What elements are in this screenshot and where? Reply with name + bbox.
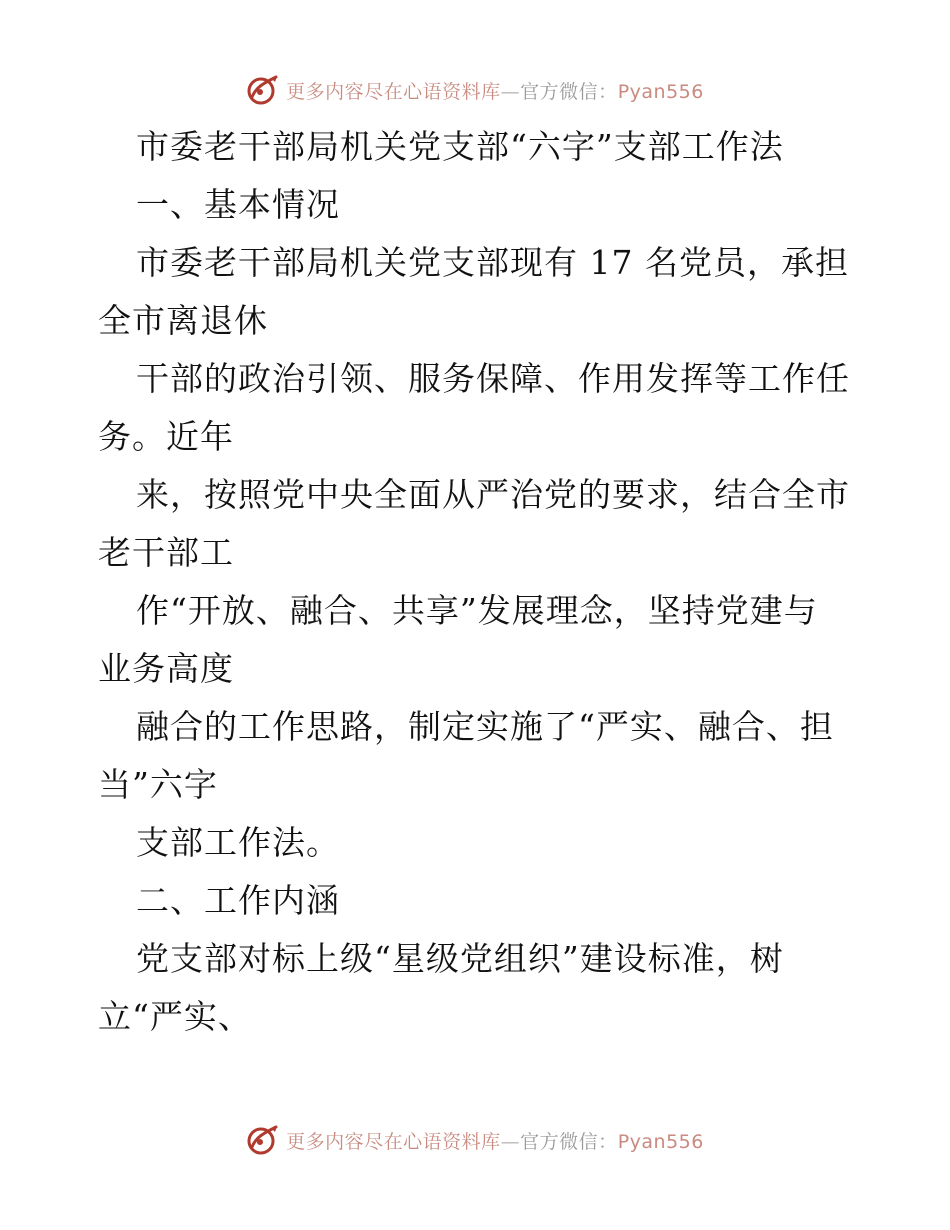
document-body	[98, 118, 868, 1046]
text-line: 干部的政治引领、服务保障、作用发挥等工作任	[136, 359, 850, 398]
watermark-official-label: 官方微信：	[520, 80, 618, 103]
text-line: 融合的工作思路，制定实施了“严实、融合、担	[136, 707, 834, 746]
watermark-main-text: 更多内容尽在心语资料库	[286, 80, 501, 103]
text-line: 市委老干部局机关党支部现有 17 名党员，承担	[136, 243, 849, 282]
watermark-separator: —	[500, 80, 521, 103]
footer-watermark	[0, 1120, 950, 1160]
pen-logo-icon	[246, 1123, 280, 1157]
pen-logo-icon	[246, 73, 280, 107]
text-line: 二、工作内涵	[136, 881, 340, 920]
text-line: 党支部对标上级“星级党组织”建设标准，树	[136, 939, 784, 978]
text-line: 老干部工	[98, 533, 234, 572]
text-line: 全市离退休	[98, 301, 268, 340]
text-line: 支部工作法。	[136, 823, 340, 862]
text-line: 当”六字	[98, 765, 218, 804]
text-line: 务。近年	[98, 417, 234, 456]
watermark-separator: —	[500, 1130, 521, 1153]
header-watermark	[0, 70, 950, 110]
watermark-wechat-id: Pyan556	[617, 1130, 704, 1153]
text-line: 作“开放、融合、共享”发展理念，坚持党建与	[136, 591, 818, 630]
watermark-wechat-id: Pyan556	[617, 80, 704, 103]
watermark-main-text: 更多内容尽在心语资料库	[286, 1130, 501, 1153]
watermark-text	[286, 77, 704, 104]
watermark-official-label: 官方微信：	[520, 1130, 618, 1153]
text-line: 市委老干部局机关党支部“六字”支部工作法	[136, 127, 784, 166]
text-line: 来，按照党中央全面从严治党的要求，结合全市	[136, 475, 850, 514]
text-line: 业务高度	[98, 649, 234, 688]
text-line: 立“严实、	[98, 997, 252, 1036]
watermark-text	[286, 1127, 704, 1154]
text-line: 一、基本情况	[136, 185, 340, 224]
